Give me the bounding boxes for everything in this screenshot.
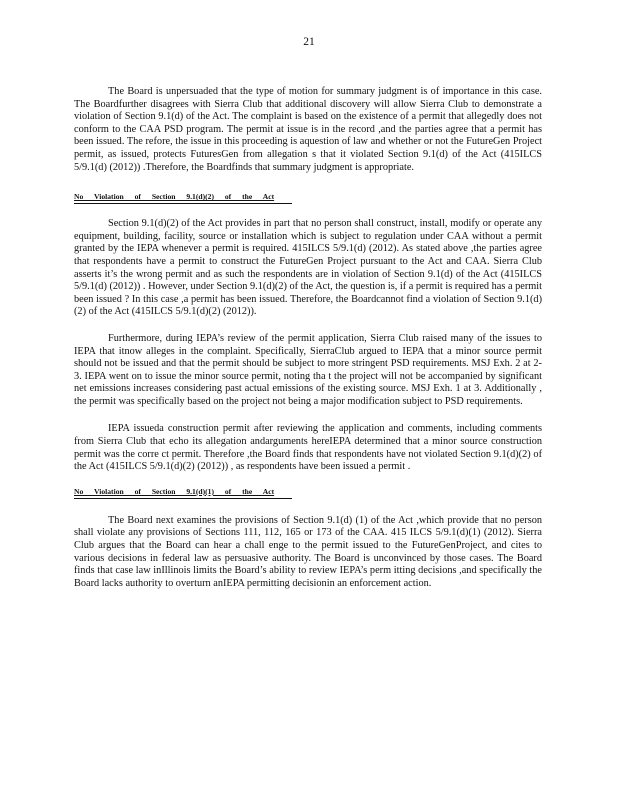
paragraph-iepa-review: Furthermore, during IEPA’s review of the permit application, Sierra Club raised many of the issues to IEPA that itnow alleges in the complaint. Specifically, SierraClub argued to IEPA that a minor source permit should not be issued and that the permit should be subject to more stringent PSD requirements. MSJ Exh. 2 at 2-3. IEPA went on to issue the minor source permit, noting tha t the project will not be accompanied by significant net emissions increases considering past actual emissions of the existing source. MSJ Exh. 1 at 3. Additionally , the permit was specifically based on the project not being a major modification subject to PSD requirements.	[74, 332, 542, 407]
heading-rule	[74, 203, 292, 204]
section-heading-9-1-d-2: No Violation of Section 9.1(d)(2) of the Act	[74, 192, 275, 202]
document-body	[74, 86, 542, 590]
heading-rule	[74, 498, 292, 499]
page-number: 21	[303, 36, 315, 48]
paragraph-section-9-1-d-1: The Board next examines the provisions of Section 9.1(d) (1) of the Act ,which provide that no person shall violate any provisions of Sections 111, 112, 165 or 173 of the CAA. 415 ILCS 5/9.1(d)(1) (2012). Sierra Club argues that the Board can hear a chall enge to the permit issued to the FutureGenProject, and cites to various decisions in federal law as persuasive authority. The Board is unconvinced by those cases. The Board finds that case law inIllinois limits the Board’s ability to review IEPA’s perm itting decisions ,and specifically the Board lacks authority to overturn anIEPA permitting decisionin an enforcement action.	[74, 514, 542, 589]
section-heading-9-1-d-1: No Violation of Section 9.1(d)(1) of the Act	[74, 486, 275, 496]
paragraph-summary-judgment: The Board is unpersuaded that the type of motion for summary judgment is of importance in this case. The Boardfurther disagrees with Sierra Club that additional discovery will allow Sierra Club to demonstrate a violation of Section 9.1(d) of the Act. The complaint is based on the existence of a permit that allegedly does not conform to the CAA PSD program. The permit at issue is in the record ,and the parties agree that a permit has been issued. The refore, the issue in this proceeding is aquestion of law and whether or not the FutureGen Project permit, as issued, protects FuturesGen from allegation s that it violated Section 9.1(d) of the Act (415ILCS 5/9.1(d) (2012)) .Therefore, the Boardfinds that summary judgment is appropriate.	[74, 86, 542, 173]
paragraph-construction-permit: IEPA issueda construction permit after reviewing the application and comments, including comments from Sierra Club that echo its allegation andarguments hereIEPA determined that a minor source construction permit was the corre ct permit. Therefore ,the Board finds that respondents have not violated Section 9.1(d)(2) of the Act (415ILCS 5/9.1(d)(2) (2012)) , as respondents have been issued a permit .	[74, 423, 542, 473]
paragraph-section-9-1-d-2: Section 9.1(d)(2) of the Act provides in part that no person shall construct, install, modify or operate any equipment, building, facility, source or installation which is subject to regulation under CAA without a permit granted by the IEPA whenever a permit is required. 415ILCS 5/9.1(d) (2012). As stated above ,the parties agree that respondents have a permit to construct the FutureGen Project pursuant to the Act and CAA. Sierra Club asserts it’s the wrong permit and as such the respondents are in violation of Section 9.1(d) of the Act (415ILCS 5/9.1(d) (2012)) . However, under Section 9.1(d)(2) of the Act, the question is, if a permit is required has a permit been issued ? In this case ,a permit has been issued. Therefore, the Boardcannot find a violation of Section 9.1(d)(2) of the Act (415ILCS 5/9.1(d)(2) (2012)).	[74, 218, 542, 318]
